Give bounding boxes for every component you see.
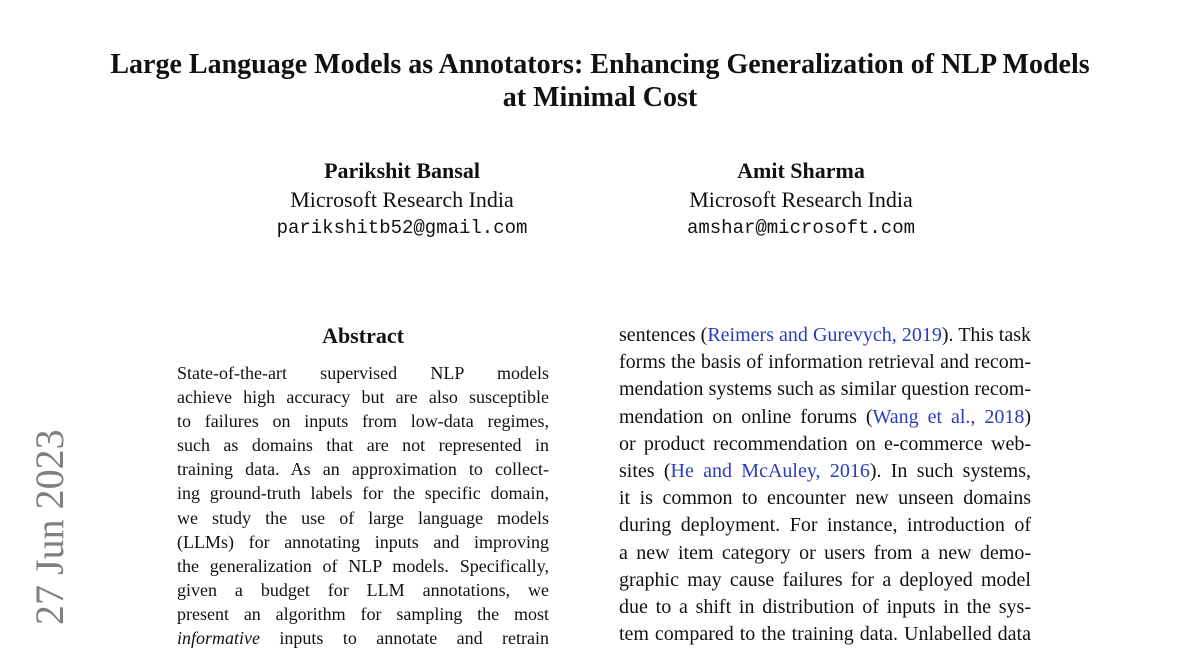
abstract-line-rest: inputs to annotate and retrain [260,628,549,649]
emphasis-text: informative [177,628,260,649]
body-line: graphic may cause failures for a deployed model [619,568,1031,591]
body-line: a new item category or users from a new demo- [619,541,1031,564]
abstract-line: to failures on inputs from low-data regimes, [177,411,549,432]
abstract-line: State-of-the-art supervised NLP models [177,363,549,383]
citation-link[interactable]: He and McAuley, 2016 [670,460,870,483]
author-email: parikshitb52@gmail.com [276,217,528,239]
abstract-line: training data. As an approximation to collect- [177,459,549,480]
body-text-segment: ). In such systems, [869,460,1032,483]
body-line: forms the basis of information retrieval and recom- [619,351,1031,374]
citation-link[interactable]: Wang et al., 2018 [872,405,1025,428]
body-line: tem compared to the training data. Unlabelled data [619,623,1031,646]
abstract-line: present an algorithm for sampling the most [177,603,549,624]
body-line [619,458,1031,485]
abstract-line: we study the use of large language models [177,507,549,528]
paper-title: Large Language Models as Annotators: Enhancing Generalization of NLP Models at Minimal Cost [110,49,1090,113]
body-text-segment: ). This task [941,324,1032,346]
body-text-right-column [619,322,1031,648]
author-block-2 [621,156,981,242]
body-text-segment: sites ( [619,460,671,483]
author-email: amshar@microsoft.com [686,217,916,239]
author-name: Parikshit Bansal [324,158,480,183]
body-line: during deployment. For instance, introduction of [619,514,1031,537]
body-line [619,322,1031,349]
arxiv-date-stamp: 27 Jun 2023 [27,429,72,625]
body-line: or product recommendation on e-commerce web- [619,432,1031,455]
author-affiliation: Microsoft Research India [689,187,913,212]
body-text-segment: ) [1024,405,1031,428]
abstract-heading: Abstract [322,323,404,348]
abstract-line: achieve high accuracy but are also susceptible [177,387,549,408]
body-text-segment: sentences ( [619,324,708,346]
abstract-line: given a budget for LLM annotations, we [177,579,549,600]
author-name: Amit Sharma [737,158,865,183]
body-line: it is common to encounter new unseen domains [619,487,1031,510]
body-text-segment: mendation on online forums ( [619,405,873,428]
abstract-line: (LLMs) for annotating inputs and improving [177,531,549,552]
abstract-line [177,626,549,650]
abstract-text [177,361,549,650]
author-affiliation: Microsoft Research India [290,187,514,212]
body-line: mendation systems such as similar question recom- [619,378,1031,401]
abstract-line: such as domains that are not represented in [177,435,549,456]
abstract-line: the generalization of NLP models. Specifically, [177,555,549,576]
body-line: due to a shift in distribution of inputs in the sys- [619,596,1031,619]
abstract-line: ing ground-truth labels for the specific domain, [177,483,549,504]
author-block-1 [222,156,582,242]
citation-link[interactable]: Reimers and Gurevych, 2019 [707,324,942,346]
body-line [619,404,1031,431]
